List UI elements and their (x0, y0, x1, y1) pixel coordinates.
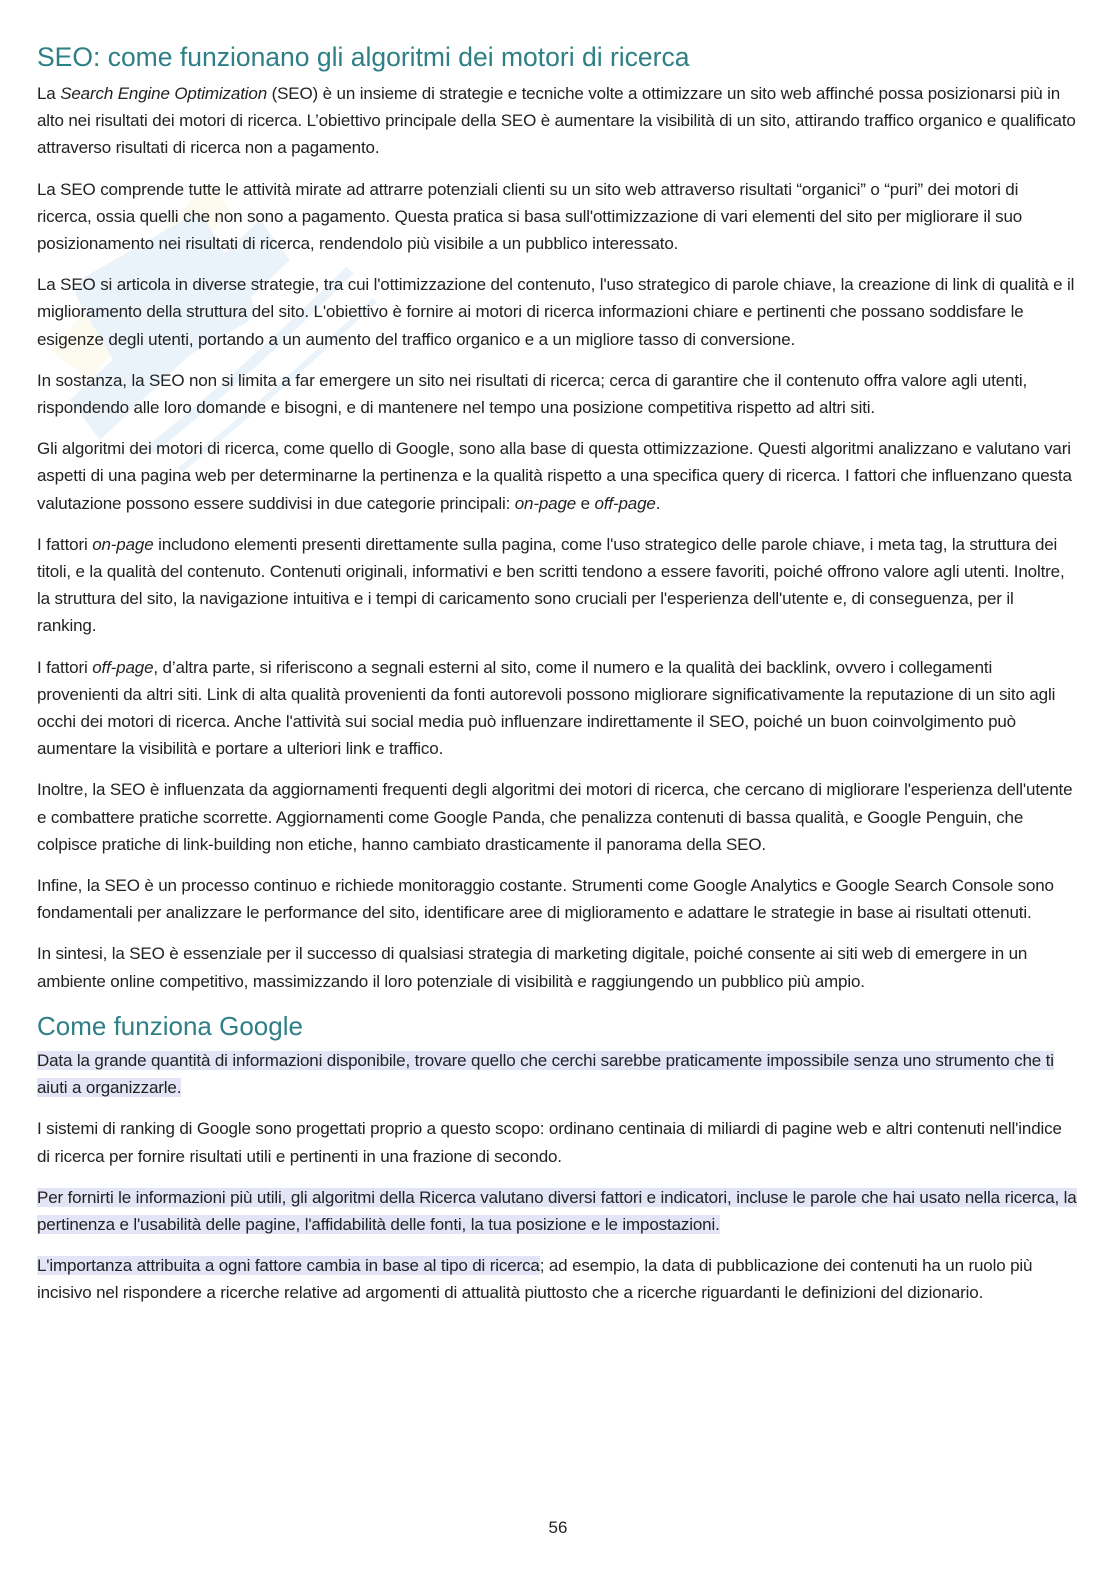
highlighted-text: Per fornirti le informazioni più utili, gli algoritmi della Ricerca valutano diversi fattori e indicatori, incluse le parole che hai usato nella ricerca, la pertinenza e l'usabilità delle pagine, l'affidabilità delle fonti, la tua posizione e le impostazioni. (37, 1187, 1077, 1234)
paragraph-google-3 (37, 1184, 1077, 1238)
paragraph-5 (37, 435, 1077, 517)
paragraph-8: Inoltre, la SEO è influenzata da aggiornamenti frequenti degli algoritmi dei motori di ricerca, che cercano di migliorare l'esperienza dell'utente e combattere pratiche scorrette. Aggiornamenti come Google Panda, che penalizza contenuti di bassa qualità, e Google Penguin, che colpisce pratiche di link-building non etiche, hanno cambiato drasticamente il panorama della SEO. (37, 780, 1073, 854)
text-run: . (655, 493, 661, 513)
text-run: I fattori (37, 534, 93, 554)
paragraph-google-4 (37, 1252, 1077, 1306)
text-run: La (37, 84, 61, 103)
text-run: Gli algoritmi dei motori di ricerca, come quello di Google, sono alla base di questa ottimizzazione. Questi algoritmi analizzano e valutano vari aspetti di una pagina web per determinarne la pertinenza e la qualità rispetto a una specifica query di ricerca. I fattori che influenzano questa valutazione possono essere suddivisi in due categorie principali: (37, 439, 1072, 513)
paragraph-6 (37, 531, 1077, 640)
text-italic: off-page (92, 657, 154, 677)
document-page (37, 40, 1077, 1321)
paragraph-7 (37, 654, 1077, 763)
heading-google: Come funziona Google (37, 1010, 303, 1041)
paragraph-google-1 (37, 1047, 1077, 1101)
text-run: includono elementi presenti direttamente sulla pagina, come l'uso strategico delle parole chiave, i meta tag, la struttura dei titoli, e la qualità del contenuto. Contenuti originali, informativi e ben scritti tendono a essere favoriti, poiché offrono valore agli utenti. Inoltre, la struttura del sito, la navigazione intuitiva e i tempi di caricamento sono cruciali per l'esperienza dell'utente e, di conseguenza, per il ranking. (37, 534, 1065, 636)
paragraph-9: Infine, la SEO è un processo continuo e richiede monitoraggio costante. Strumenti come Google Analytics e Google Search Console sono fondamentali per analizzare le performance del sito, identificare aree di miglioramento e adattare le strategie in base ai risultati ottenuti. (37, 876, 1054, 923)
text-italic: Search Engine Optimization (60, 84, 268, 103)
paragraph-4: In sostanza, la SEO non si limita a far emergere un sito nei risultati di ricerca; cerca di garantire che il contenuto offra valore agli utenti, rispondendo alle loro domande e bisogni, e di mantenere nel tempo una posizione competitiva rispetto ad altri siti. (37, 370, 1028, 418)
paragraph-google-2: I sistemi di ranking di Google sono progettati proprio a questo scopo: ordinano centinaia di miliardi di pagine web e altri contenuti nell'indice di ricerca per fornire risultati utili e pertinenti in una frazione di secondo. (37, 1119, 1062, 1166)
text-italic: on-page (92, 534, 154, 554)
paragraph-10: In sintesi, la SEO è essenziale per il successo di qualsiasi strategia di marketing digitale, poiché consente ai siti web di emergere in un ambiente online competitivo, massimizzando il loro potenziale di visibilità e raggiungendo un pubblico più ampio. (37, 944, 1028, 991)
highlighted-text: Data la grande quantità di informazioni disponibile, trovare quello che cerchi sarebbe praticamente impossibile senza uno strumento che ti aiuti a organizzarle. (37, 1050, 1054, 1098)
text-run: , d’altra parte, si riferiscono a segnali esterni al sito, come il numero e la qualità dei backlink, ovvero i collegamenti provenienti da altri siti. Link di alta qualità provenienti da fonti autorevoli possono migliorare significativamente la reputazione di un sito agli occhi dei motori di ricerca. Anche l'attività sui social media può influenzare indirettamente il SEO, poiché un buon coinvolgimento può aumentare la visibilità e portare a ulteriori link e traffico. (37, 657, 1056, 759)
page-number: 56 (548, 1518, 568, 1537)
text-run: e (576, 493, 595, 513)
paragraph-3: La SEO si articola in diverse strategie, tra cui l'ottimizzazione del contenuto, l'uso strategico di parole chiave, la creazione di link di qualità e il miglioramento della struttura del sito. L'obiettivo è fornire ai motori di ricerca informazioni chiare e pertinenti che possano soddisfare le esigenze degli utenti, portando a un aumento del traffico organico e a un migliore tasso di conversione. (37, 275, 1075, 349)
heading-seo: SEO: come funzionano gli algoritmi dei motori di ricerca (37, 42, 690, 72)
paragraph-2: La SEO comprende tutte le attività mirate ad attrarre potenziali clienti su un sito web attraverso risultati “organici” o “puri” dei motori di ricerca, ossia quelli che non sono a pagamento. Questa pratica si basa sull'ottimizzazione di vari elementi del sito per migliorare il suo posizionamento nei risultati di ricerca, rendendolo più visibile a un pubblico interessato. (37, 179, 1023, 254)
text-run: I fattori (37, 657, 93, 677)
text-italic: off-page (594, 493, 656, 513)
text-run: (SEO) è un insieme di strategie e tecniche volte a ottimizzare un sito web affinché possa posizionarsi più in alto nei risultati dei motori di ricerca. L’obiettivo principale della SEO è aumentare la visibilità di un sito, attirando traffico organico e qualificato attraverso risultati di ricerca non a pagamento. (37, 84, 1076, 158)
text-italic: on-page (514, 493, 577, 513)
paragraph-intro (37, 80, 1077, 162)
highlighted-text: L'importanza attribuita a ogni fattore cambia in base al tipo di ricerca (37, 1256, 540, 1276)
text-run: ; ad esempio, la data di pubblicazione dei contenuti ha un ruolo più incisivo nel rispondere a ricerche relative ad argomenti di attualità piuttosto che a ricerche riguardanti le definizioni del dizionario. (37, 1256, 1033, 1303)
